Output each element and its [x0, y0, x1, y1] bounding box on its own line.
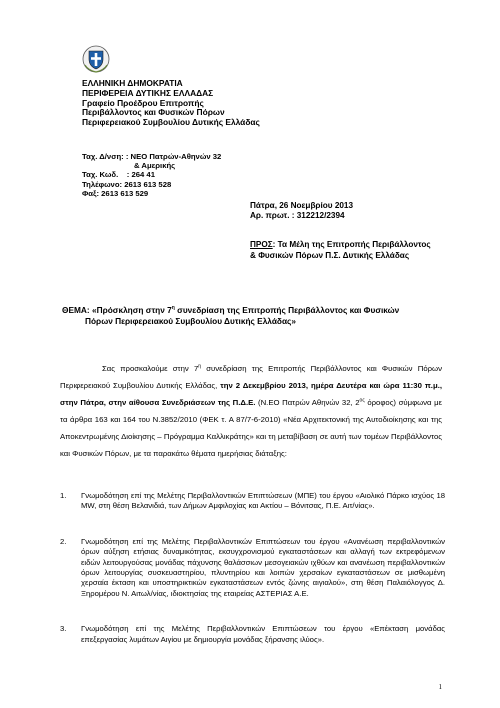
letterhead-line: Περιβάλλοντος και Φυσικών Πόρων	[82, 107, 225, 118]
fax: Φαξ: 2613 613 529	[82, 188, 149, 198]
date-line: Πάτρα, 26 Νοεμβρίου 2013	[250, 201, 354, 210]
letterhead-line: ΠΕΡΙΦΕΡΕΙΑ ΔΥΤΙΚΗΣ ΕΛΛΑΔΑΣ	[82, 87, 214, 98]
letterhead-line: Περιφερειακού Συμβουλίου Δυτικής Ελλάδας	[82, 117, 260, 128]
subject-line2: Πόρων Περιφερειακού Συμβουλίου Δυτικής Ελλάδας»	[85, 315, 296, 326]
recipient-block	[250, 240, 431, 261]
letterhead-line: Γραφείο Προέδρου Επιτροπής	[82, 97, 204, 108]
page-number: 1	[438, 683, 442, 691]
postal-label: Ταχ. Κωδ.	[82, 170, 119, 180]
street-value-2: & Αμερικής	[134, 161, 176, 171]
recipient-line1: : Τα Μέλη της Επιτροπής Περιβάλλοντος	[272, 240, 431, 249]
date-block	[250, 201, 353, 221]
recipient-label: ΠΡΟΣ	[250, 240, 273, 249]
subject-prefix: ΘΕΜΑ: «Πρόσκληση στην 7	[62, 305, 172, 315]
recipient-line2: & Φυσικών Πόρων Π.Σ. Δυτικής Ελλάδας	[250, 250, 410, 260]
street-label: Ταχ. Δ/νση:	[82, 152, 124, 161]
body-text: συνεδρίαση της Επιτροπής Περιβάλλοντος και Φυσικών Πόρων Περιφερειακού Συμβουλίου Δυτικής Ελλάδας,	[60, 364, 442, 390]
body-sup: ος	[359, 397, 365, 404]
body-text: Σας προσκαλούμε στην 7	[102, 364, 199, 373]
agenda-number: 2.	[60, 536, 67, 546]
agenda-item	[60, 624, 445, 645]
agenda-item	[60, 491, 445, 512]
agenda-text: Γνωμοδότηση επί της Μελέτης Περιβαλλοντικών Επιπτώσεων (ΜΠΕ) του έργου «Αιολικό Πάρκο ισχύος 18 MW, στη θέση Βελανιδιά, των Δήμων Αμφιλοχίας και Ακτίου – Βόνιτσας, Π.Ε. Αιτ/νίας».	[81, 491, 445, 511]
subject-rest: συνεδρίαση της Επιτροπής Περιβάλλοντος και Φυσικών	[174, 305, 400, 315]
protocol-number: Αρ. πρωτ. : 312212/2394	[250, 211, 345, 220]
agenda-number: 3.	[60, 624, 67, 634]
agenda-list	[60, 491, 445, 670]
letterhead	[82, 79, 260, 128]
letterhead-line: ΕΛΛΗΝΙΚΗ ΔΗΜΟΚΡΑΤΙΑ	[82, 78, 183, 88]
body-text: όροφος) σύμφωνα με τα άρθρα 163 και 164 του Ν.3852/2010 (ΦΕΚ τ. Α 87/7-6-2010) «Νέα Αρχιτεκτονική της Αυτοδιοίκησης και της Αποκεντρωμένης Διοίκησης – Πρόγραμμα Καλλικράτης» και τη μεταβίβαση σε αυτή των τομέων Περιβάλλοντος και Φυσικών Πόρων, με τα παρακάτω θέματα ημερήσιας διάταξης:	[60, 397, 442, 458]
sender-address	[82, 152, 221, 198]
body-text: (Ν.ΕΟ Πατρών Αθηνών 32, 2	[255, 397, 360, 407]
street-value: : ΝΕΟ Πατρών-Αθηνών 32	[125, 152, 222, 161]
agenda-item	[60, 537, 445, 599]
agenda-number: 1.	[60, 491, 67, 500]
body-paragraph	[60, 361, 442, 462]
body-sup: η	[198, 363, 202, 370]
meeting-details: την 2 Δεκεμβρίου 2013, ημέρα Δευτέρα και ώρα 11:30 π.μ., στην Πάτρα, στην αίθουσα Συνεδριάσεων της Π.Δ.Ε.	[60, 380, 442, 407]
subject-sup: η	[171, 305, 175, 312]
phone: Τηλέφωνο: 2613 613 528	[82, 179, 172, 189]
subject	[62, 305, 442, 326]
greek-republic-emblem-icon	[82, 45, 110, 73]
postal-value: : 264 41	[126, 170, 155, 180]
agenda-text: Γνωμοδότηση επί της Μελέτης Περιβαλλοντικών Επιπτώσεων του έργου «Ανανέωση περιβαλλοντικών όρων αύξηση ετήσιας δυναμικότητας, εκσυγχρονισμού εγκαταστάσεων και αλλαγή των εκτρεφόμενων ειδών λειτουργούσας μονάδας πάχυνσης θαλάσσιων μεσογειακών ιχθύων και ανανέωση περιβαλλοντικών όρων λειτουργίας συσκευαστηρίου, πλυντηρίου και λοιπών χερσαίων εγκαταστάσεων σε μισθωμένη χερσαία έκταση και υποστηρικτικών εγκαταστάσεων εντός ζώνης αιγιαλού», στη θέση Παλαιόλογγος Δ. Ξηρομέρου Ν. Αιτωλ/νίας, ιδιοκτησίας της εταιρείας ΑΣΤΕΡΙΑΣ Α.Ε.	[81, 536, 445, 598]
agenda-text: Γνωμοδότηση επί της Μελέτης Περιβαλλοντικών Επιπτώσεων του έργου «Επέκταση μονάδας επεξεργασίας λυμάτων Αιγίου με δημιουργία μονάδας ξήρανσης ιλύος».	[81, 624, 445, 644]
